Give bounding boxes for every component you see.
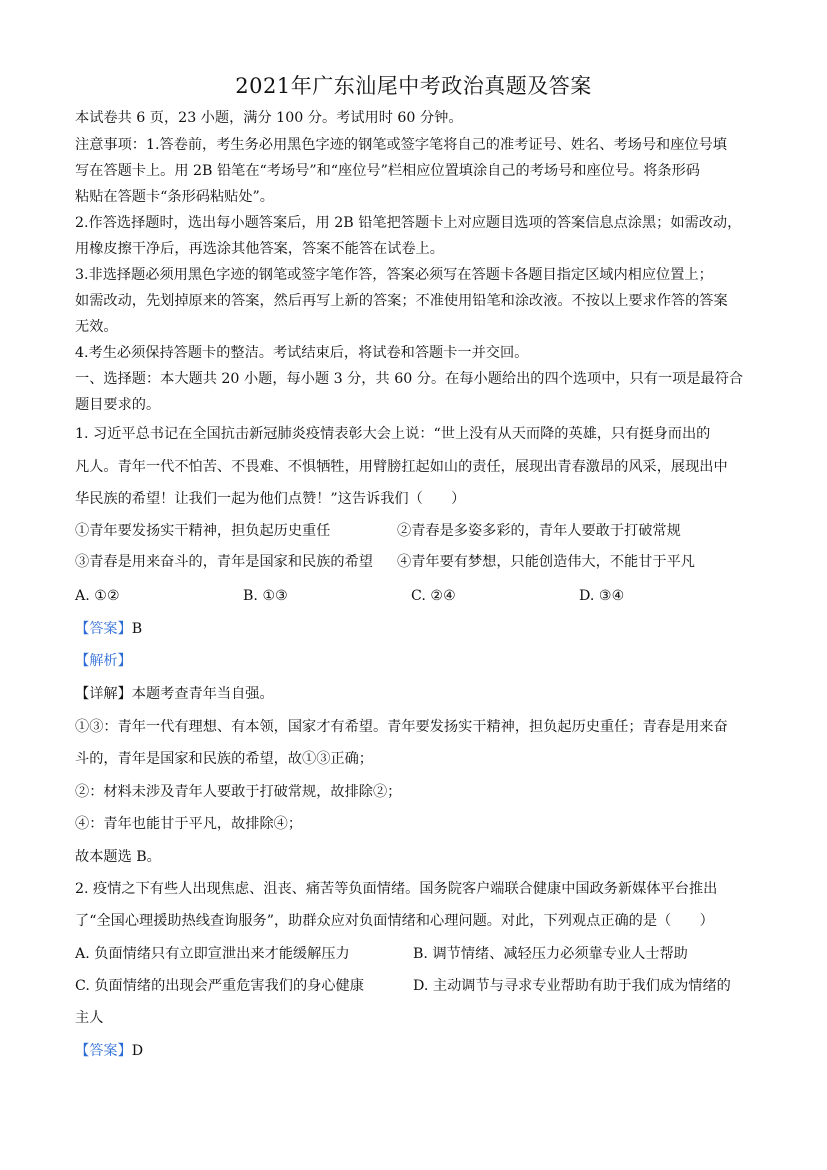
q1-statement: ①青年要发扬实干精神，担负起历史重任	[75, 523, 331, 539]
detail-line: 斗的，青年是国家和民族的希望，故①③正确；	[75, 751, 373, 767]
notice-line: 写在答题卡上。用 2B 铅笔在“考场号”和“座位号”栏相应位置填涂自己的考场号和座位号。将条形码	[75, 163, 700, 179]
section-heading: 一、选择题：本大题共 20 小题，每小题 3 分，共 60 分。在每小题给出的四个选项中，只有一项是最符合	[75, 371, 744, 387]
section-heading: 题目要求的。	[75, 397, 161, 413]
q1-statements-row	[75, 551, 755, 571]
notice-line: 3.非选择题必须用黑色字迹的钢笔或签字笔作答，答案必须写在答题卡各题目指定区域内相应位置上；	[75, 267, 713, 283]
notice-line: 4.考生必须保持答题卡的整洁。考试结束后，将试卷和答题卡一并交回。	[75, 345, 529, 361]
answer-label: 【答案】	[75, 621, 132, 637]
detail-line: ④：青年也能甘于平凡，故排除④；	[75, 816, 303, 832]
q1-option-c: C. ②④	[411, 588, 456, 604]
intro-line: 本试卷共 6 页，23 小题，满分 100 分。考试用时 60 分钟。	[75, 110, 463, 126]
q1-statement: ④青年要有梦想，只能创造伟大，不能甘于平凡	[397, 554, 695, 570]
q2-option-d-cont: 主人	[75, 1010, 104, 1026]
q1-stem: 华民族的希望！让我们一起为他们点赞！”这告诉我们（ ）	[75, 491, 466, 507]
notice-line: 注意事项：1.答卷前，考生务必用黑色字迹的钢笔或签字笔将自己的准考证号、姓名、考场号和座位号填	[75, 137, 727, 153]
q2-options-row	[75, 943, 755, 963]
answer-value: D	[131, 1043, 144, 1059]
q2-option-d: D. 主动调节与寻求专业帮助有助于我们成为情绪的	[413, 978, 731, 994]
q2-options-row	[75, 975, 755, 995]
analysis-label: 【解析】	[75, 653, 132, 669]
q1-option-b: B. ①③	[243, 588, 288, 604]
q2-stem: 了“全国心理援助热线查询服务”，助群众应对负面情绪和心理问题。对此，下列观点正确的是（ ）	[75, 913, 714, 929]
q2-option-b: B. 调节情绪、减轻压力必须靠专业人士帮助	[413, 946, 688, 962]
q1-option-a: A. ①②	[75, 588, 120, 604]
notice-line: 粘贴在答题卡“条形码粘贴处”。	[75, 189, 274, 205]
q2-option-c: C. 负面情绪的出现会严重危害我们的身心健康	[75, 978, 364, 994]
q1-statements-row	[75, 520, 755, 540]
detail-line: ①③：青年一代有理想、有本领，国家才有希望。青年要发扬实干精神，担负起历史重任；青春是用来奋	[75, 719, 728, 735]
detail-line: 故本题选 B。	[75, 849, 161, 865]
answer-value: B	[131, 621, 143, 637]
answer-label: 【答案】	[75, 1043, 132, 1059]
q1-stem: 1. 习近平总书记在全国抗击新冠肺炎疫情表彰大会上说：“世上没有从天而降的英雄，只有挺身而出的	[75, 426, 711, 442]
detail-line: ②：材料未涉及青年人要敢于打破常规，故排除②；	[75, 784, 402, 800]
notice-line: 用橡皮擦干净后，再选涂其他答案，答案不能答在试卷上。	[75, 241, 444, 257]
q2-option-a: A. 负面情绪只有立即宣泄出来才能缓解压力	[75, 946, 350, 962]
q2-stem: 2. 疫情之下有些人出现焦虑、沮丧、痛苦等负面情绪。国务院客户端联合健康中国政务新媒体平台推出	[75, 881, 718, 897]
detail-line: 【详解】本题考查青年当自强。	[75, 686, 274, 702]
notice-line: 2.作答选择题时，选出每小题答案后，用 2B 铅笔把答题卡上对应题目选项的答案信息点涂黑；如需改动，	[75, 215, 742, 231]
q1-options-row	[75, 588, 755, 604]
notice-line: 如需改动，先划掉原来的答案，然后再写上新的答案；不准使用铅笔和涂改液。不按以上要求作答的答案	[75, 293, 728, 309]
q1-statement: ②青春是多姿多彩的，青年人要敢于打破常规	[397, 523, 681, 539]
q1-stem: 凡人。青年一代不怕苦、不畏难、不惧牺牲，用臂膀扛起如山的责任，展现出青春激昂的风采，展现出中	[75, 459, 728, 475]
notice-line: 无效。	[75, 319, 118, 335]
q1-option-d: D. ③④	[579, 588, 625, 604]
q1-statement: ③青春是用来奋斗的，青年是国家和民族的希望	[75, 554, 373, 570]
page-title: 2021年广东汕尾中考政治真题及答案	[235, 74, 592, 98]
q2-answer	[75, 1040, 755, 1060]
q1-answer	[75, 618, 755, 638]
